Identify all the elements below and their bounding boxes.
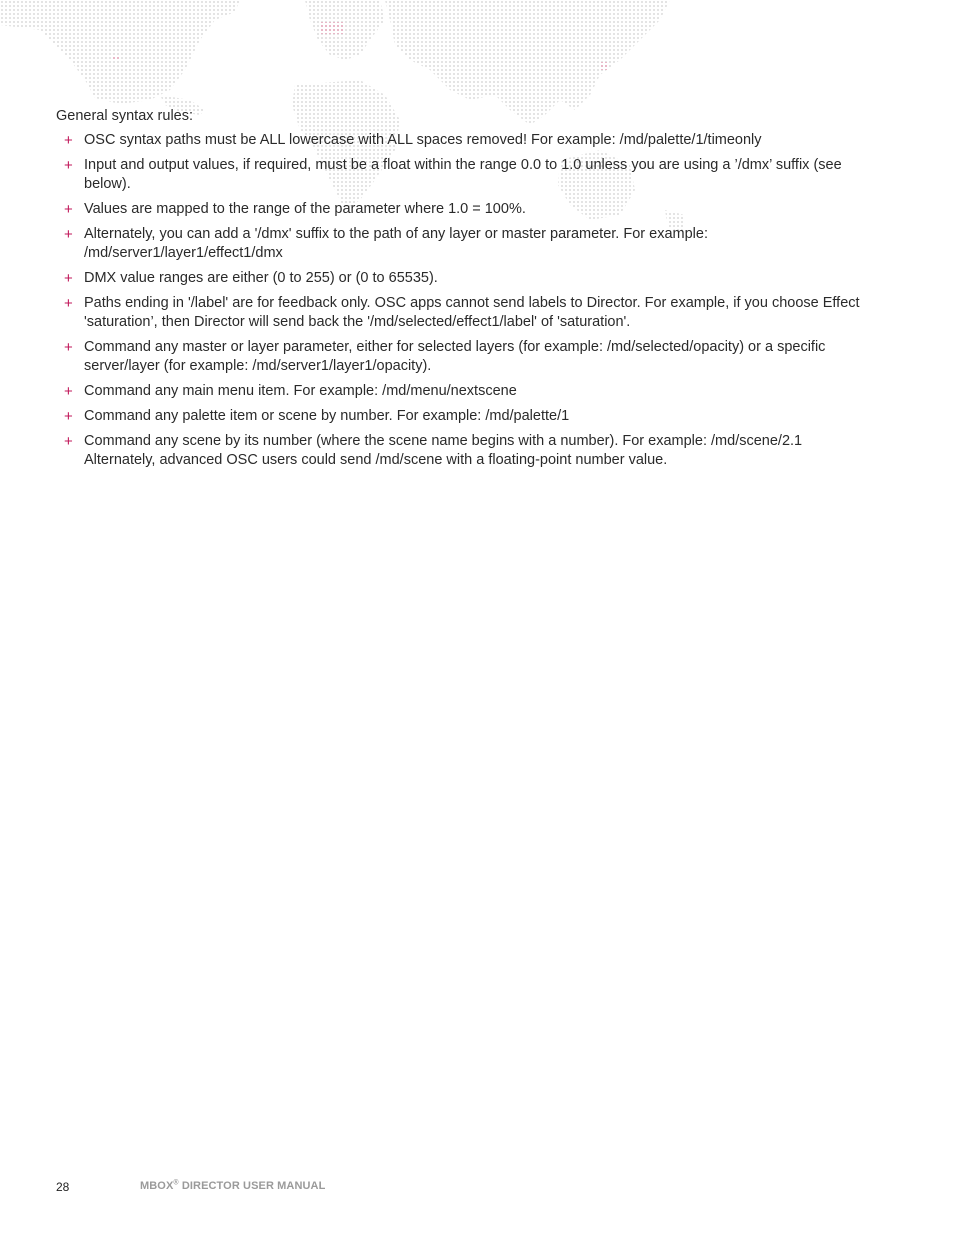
rule-text: Input and output values, if required, must be a float within the range 0.0 to 1.0 unless you are using a ’/dmx’ suffix (see below).: [84, 157, 842, 192]
plus-bullet-icon: +: [64, 295, 73, 312]
registered-mark: ®: [173, 1179, 179, 1187]
brand-name: MBOX: [140, 1180, 174, 1192]
list-item: [56, 269, 876, 288]
rule-text: Paths ending in '/label' are for feedback only. OSC apps cannot send labels to Director. For example, if you choose Effect 'saturation’, then Director will send back the '/md/selected/effect1/label' of 'saturation'.: [84, 295, 860, 330]
manual-title: [140, 1180, 325, 1192]
page-footer: [56, 1180, 456, 1196]
list-item: [56, 294, 876, 332]
page-number: 28: [56, 1180, 70, 1194]
plus-bullet-icon: +: [64, 157, 73, 174]
list-item: [56, 156, 876, 194]
rule-text: Values are mapped to the range of the parameter where 1.0 = 100%.: [84, 201, 526, 217]
plus-bullet-icon: +: [64, 383, 73, 400]
plus-bullet-icon: +: [64, 339, 73, 356]
manual-title-text: DIRECTOR USER MANUAL: [178, 1180, 326, 1192]
plus-bullet-icon: +: [64, 408, 73, 425]
list-item: [56, 200, 876, 219]
plus-bullet-icon: +: [64, 270, 73, 287]
plus-bullet-icon: +: [64, 201, 73, 218]
rule-text: Command any master or layer parameter, either for selected layers (for example: /md/selected/opacity) or a specific server/layer (for example: /md/server1/layer1/opacity).: [84, 339, 826, 374]
list-item: [56, 338, 876, 376]
rule-text: OSC syntax paths must be ALL lowercase with ALL spaces removed! For example: /md/palette/1/timeonly: [84, 132, 762, 148]
rule-text: Command any main menu item. For example: /md/menu/nextscene: [84, 383, 517, 399]
list-item: [56, 382, 876, 401]
plus-bullet-icon: +: [64, 226, 73, 243]
list-item: [56, 131, 876, 150]
list-item: [56, 432, 876, 470]
section-heading: General syntax rules:: [56, 108, 194, 124]
rule-text: Command any scene by its number (where the scene name begins with a number). For example: /md/scene/2.1 Alternately, advanced OSC users could send /md/scene with a floating-point number value.: [84, 433, 803, 468]
rules-list: [56, 131, 876, 470]
rule-text: Alternately, you can add a '/dmx' suffix to the path of any layer or master parameter. For example: /md/server1/layer1/effect1/dmx: [84, 226, 708, 261]
plus-bullet-icon: +: [64, 433, 73, 450]
list-item: [56, 225, 876, 263]
rule-text: DMX value ranges are either (0 to 255) or (0 to 65535).: [84, 270, 438, 286]
rule-text: Command any palette item or scene by number. For example: /md/palette/1: [84, 408, 570, 424]
plus-bullet-icon: +: [64, 132, 73, 149]
list-item: [56, 407, 876, 426]
syntax-rules-section: [56, 107, 876, 476]
